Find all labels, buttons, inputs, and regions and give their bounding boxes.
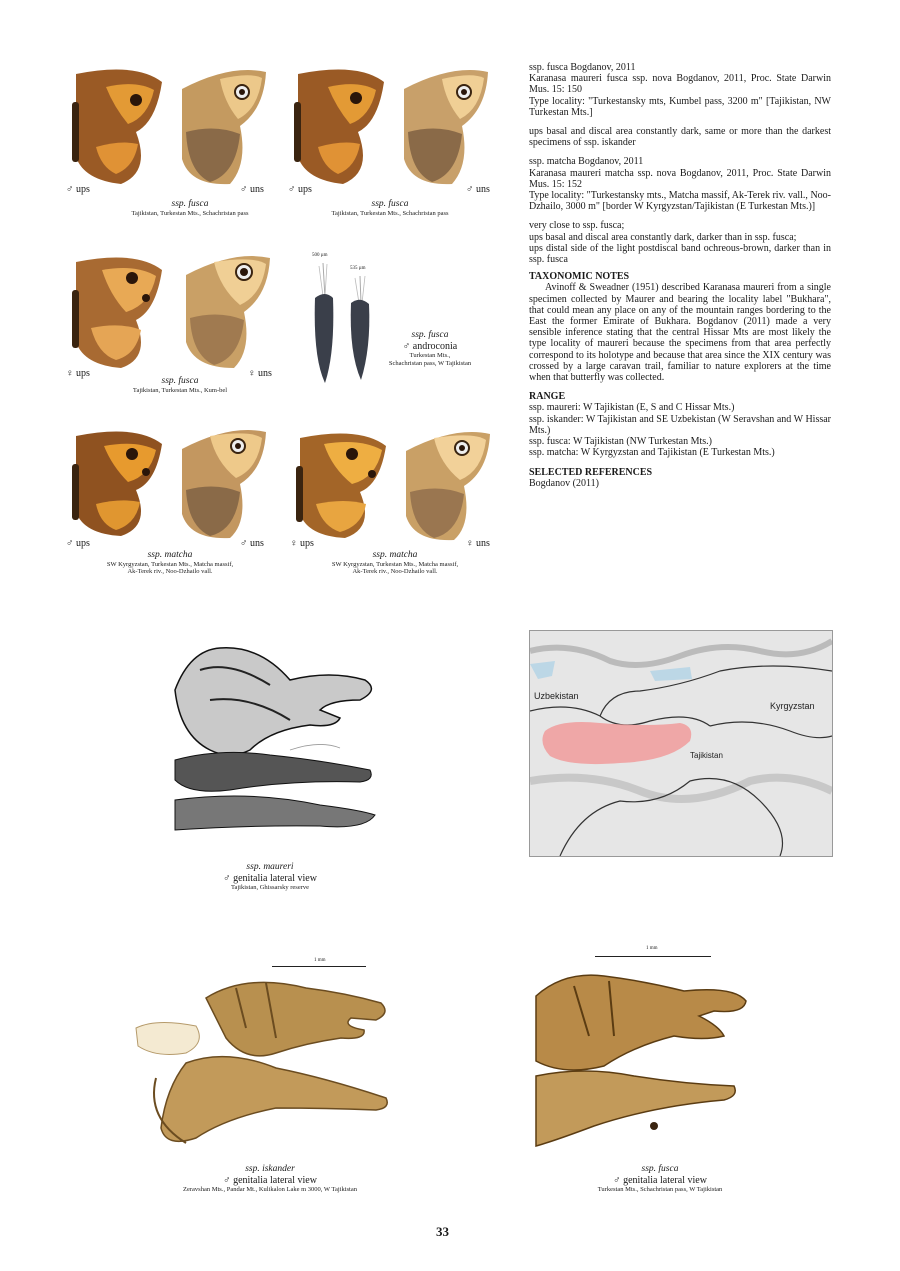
butterfly-upperside-female-matcha: [290, 426, 390, 541]
caption-row2-left: [90, 376, 270, 394]
genitalia-maureri-image: [170, 640, 390, 840]
butterfly-upperside-male-fusca-2: [288, 62, 388, 187]
matcha-diagnosis-1: very close to ssp. fusca;: [529, 220, 625, 232]
scale-bar-iskander: [272, 966, 366, 967]
scale-bar-fusca: [595, 956, 711, 957]
label-male-uns: ♂ uns: [240, 184, 264, 195]
caption-locality-2: Ak-Terek riv., Noo-Dzhailo vall.: [352, 568, 438, 576]
genitalia-iskander-image: [126, 968, 396, 1158]
matcha-diagnosis-3: ups distal side of the light postdiscal band ochreous-brown, darker than in ssp. fusca: [529, 242, 831, 266]
range-map: [529, 630, 833, 857]
range-heading: RANGE: [529, 391, 566, 403]
matcha-type-locality: Type locality: "Turkestansky mts., Matcha massif, Ak-Terek riv. vall., Noo-Dzhailo, 3000 m" [border W Kyrgyzstan/Tajikistan (E Turkestan Mts.)]: [529, 190, 831, 213]
caption-row3-left: [70, 550, 270, 576]
caption-ssp: ssp. matcha: [147, 550, 193, 560]
references-heading: SELECTED REFERENCES: [529, 466, 653, 478]
label-female-ups: ♀ ups: [66, 368, 90, 379]
caption-locality: Zeravshan Mts., Pandar Mt., Kulikalon Lake m 3000, W Tajikistan: [183, 1186, 357, 1194]
butterfly-upperside-female-fusca: [66, 250, 166, 370]
caption-locality: Tajikistan, Ghissarsky reserve: [230, 884, 310, 892]
label-male-ups: ♂ ups: [66, 184, 90, 195]
label-male-uns: ♂ uns: [466, 184, 490, 195]
caption-title: ♂ genitalia lateral view: [223, 872, 317, 884]
label-male-ups: ♂ ups: [66, 538, 90, 549]
reference-bogdanov: Bogdanov (2011): [529, 477, 599, 489]
caption-genitalia-fusca: [560, 1164, 760, 1194]
caption-ssp: ssp. fusca: [161, 376, 199, 386]
fusca-diagnosis: ups basal and discal area constantly dark, same or more than the darkest specimens of ssp. iskander: [529, 126, 831, 149]
caption-locality: Tajikistan, Turkestan Mts., Schachristan pass: [131, 209, 249, 217]
caption-ssp: ssp. fusca: [641, 1164, 679, 1174]
taxonomic-notes-body: Avinoff & Sweadner (1951) described Karanasa maureri from a single specimen collected by Maurer and bearing the locality label "Bukhara", that could mean any place on any of the mountain ranges bordering to the East the former Emirate of Bukhara. Bogdanov (2011) made a very sensible inference stating that the central Hissar Mts are most likely the type locality of maureri because the specimens from that area perfectly correspond to its holotype and because that area since the XIX century was crossed by a large caravan trail, familiar to nature explorers at the time when that butterfly was collected.: [529, 282, 831, 384]
matcha-heading: ssp. matcha Bogdanov, 2011: [529, 156, 644, 168]
matcha-diagnosis-2: ups basal and discal area constantly dark, darker than in ssp. fusca;: [529, 231, 797, 243]
butterfly-underside-male-fusca-2: [392, 64, 492, 189]
caption-locality: Tajikistan, Turkestan Mts., Kum-bel: [132, 386, 228, 394]
page-number: 33: [436, 1224, 449, 1239]
caption-genitalia-maureri: [180, 862, 360, 892]
caption-title: ♂ genitalia lateral view: [223, 1174, 317, 1186]
caption-locality-1: SW Kyrgyzstan, Turkestan Mts., Matcha massif,: [106, 560, 234, 568]
caption-locality-2: Ak-Terek riv., Noo-Dzhailo vall.: [127, 568, 213, 576]
matcha-description: Karanasa maureri matcha ssp. nova Bogdanov, 2011, Proc. State Darwin Mus. 15: 152: [529, 167, 831, 190]
caption-row1-right: [300, 199, 480, 217]
butterfly-upperside-male-fusca-1: [66, 62, 166, 187]
map-relief: [530, 631, 832, 856]
caption-locality: Turkestan Mts., Schachristan pass, W Tajikistan: [597, 1186, 723, 1194]
genitalia-fusca-image: [534, 966, 754, 1156]
caption-ssp: ssp. maureri: [246, 862, 294, 872]
scale-label-fusca: 1 mm: [646, 946, 658, 951]
caption-row1-left: [100, 199, 280, 217]
map-label-tajikistan: Tajikistan: [690, 751, 723, 760]
range-matcha: ssp. matcha: W Kyrgyzstan and Tajikistan (E Turkestan Mts.): [529, 447, 775, 459]
caption-locality-1: Turkestan Mts.,: [409, 352, 451, 360]
text-column: [529, 62, 831, 489]
label-female-ups: ♀ ups: [290, 538, 314, 549]
caption-genitalia-iskander: [130, 1164, 410, 1194]
caption-androconia: [375, 330, 485, 367]
caption-title: ♂ genitalia lateral view: [613, 1174, 707, 1186]
butterfly-underside-male-fusca-1: [170, 64, 270, 189]
label-female-uns: ♀ uns: [248, 368, 272, 379]
caption-ssp: ssp. fusca: [371, 199, 409, 209]
fusca-type-locality: Type locality: "Turkestansky mts, Kumbel pass, 3200 m" [Tajikistan, NW Turkestan Mts.]: [529, 95, 831, 118]
caption-locality-1: SW Kyrgyzstan, Turkestan Mts., Matcha massif,: [331, 560, 459, 568]
range-maureri: ssp. maureri: W Tajikistan (E, S and C Hissar Mts.): [529, 402, 735, 414]
label-female-uns: ♀ uns: [466, 538, 490, 549]
range-fusca: ssp. fusca: W Tajikistan (NW Turkestan Mts.): [529, 436, 713, 448]
caption-ssp: ssp. matcha: [372, 550, 418, 560]
label-male-ups: ♂ ups: [288, 184, 312, 195]
androconia-scales-image: [305, 258, 380, 390]
map-label-uzbekistan: Uzbekistan: [534, 691, 579, 701]
caption-title: ♂ androconia: [402, 340, 458, 352]
butterfly-underside-male-matcha: [170, 424, 270, 542]
butterfly-upperside-male-matcha: [66, 424, 166, 539]
androconia-scale-2: 535 µm: [350, 266, 366, 271]
fusca-heading: ssp. fusca Bogdanov, 2011: [529, 62, 636, 73]
caption-ssp: ssp. fusca: [411, 330, 449, 340]
caption-locality-2: Schachristan pass, W Tajikistan: [388, 359, 472, 367]
butterfly-underside-female-matcha: [394, 426, 494, 544]
taxonomic-notes-heading: TAXONOMIC NOTES: [529, 271, 630, 283]
map-label-kyrgyzstan: Kyrgyzstan: [770, 701, 815, 711]
caption-ssp: ssp. iskander: [245, 1164, 295, 1174]
fusca-description: Karanasa maureri fusca ssp. nova Bogdanov, 2011, Proc. State Darwin Mus. 15: 150: [529, 73, 831, 96]
androconia-scale-1: 500 µm: [312, 253, 328, 258]
scale-label-iskander: 1 mm: [314, 958, 326, 963]
caption-ssp: ssp. fusca: [171, 199, 209, 209]
caption-row3-right: [295, 550, 495, 576]
range-iskander: ssp. iskander: W Tajikistan and SE Uzbekistan (W Seravshan and W Hissar Mts.): [529, 413, 831, 436]
butterfly-underside-female-fusca: [174, 250, 274, 370]
caption-locality: Tajikistan, Turkestan Mts., Schachristan pass: [331, 209, 449, 217]
label-male-uns: ♂ uns: [240, 538, 264, 549]
